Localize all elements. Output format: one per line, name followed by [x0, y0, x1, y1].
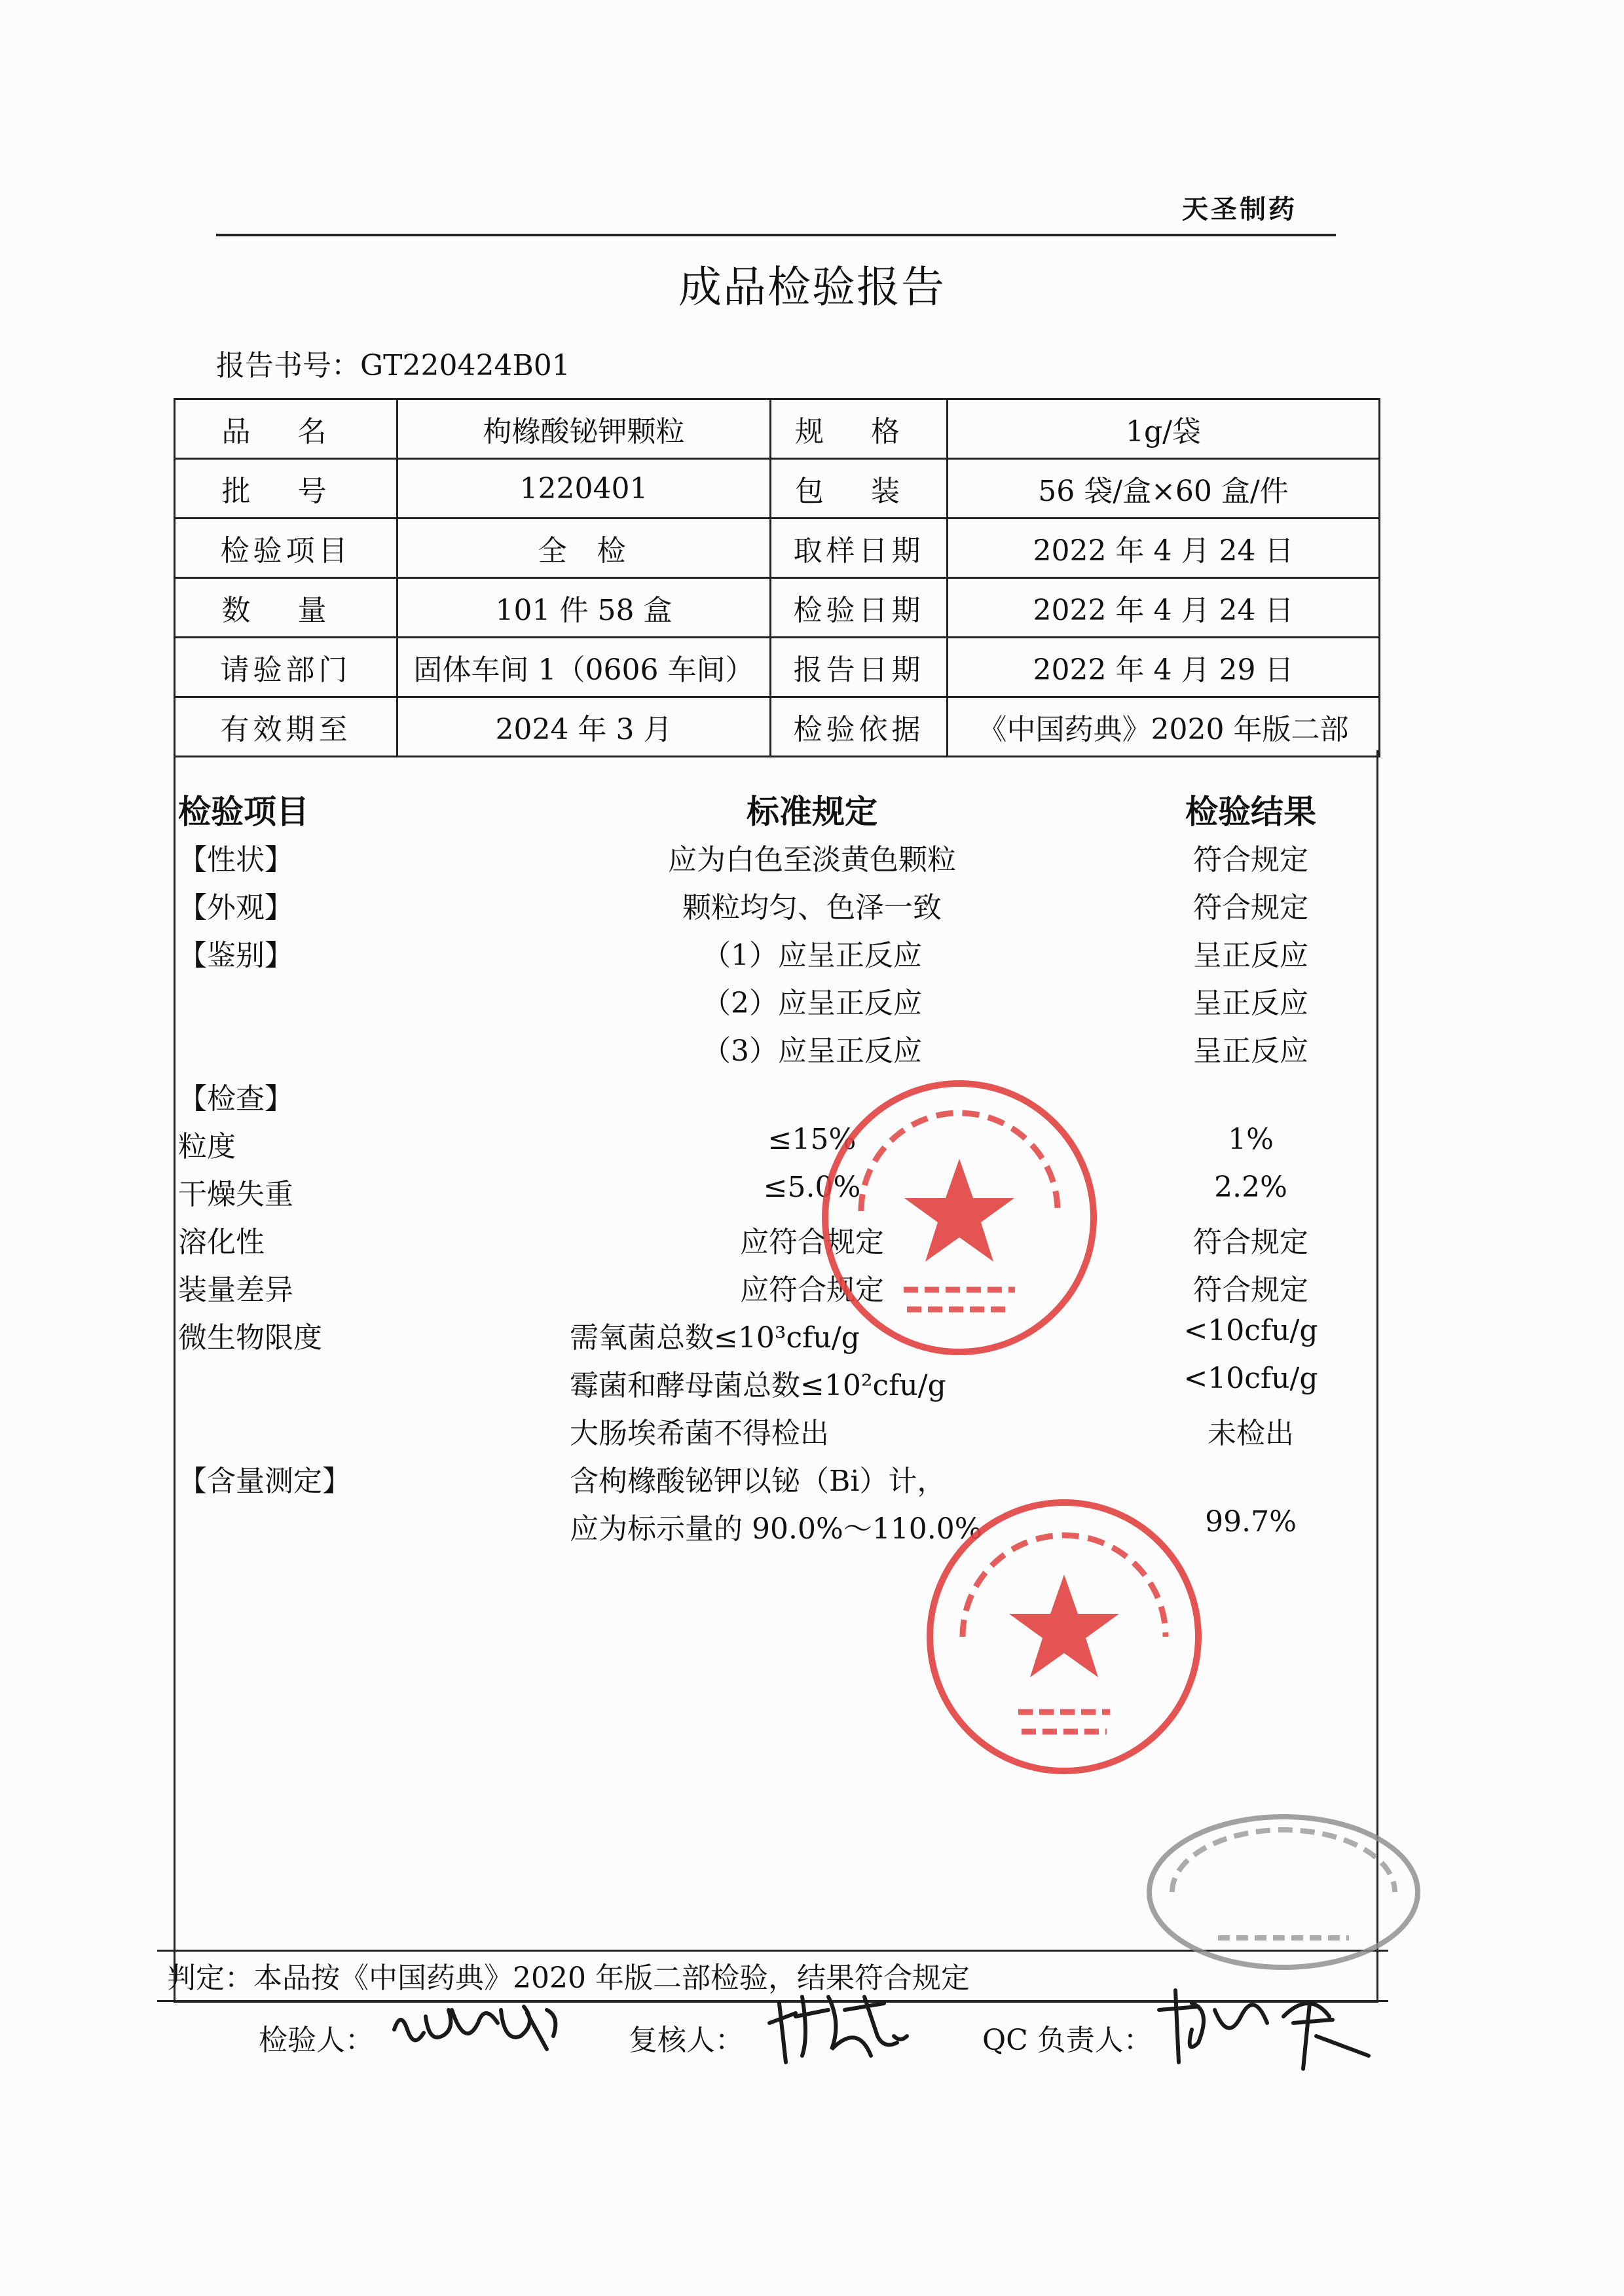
result-value: 呈正反应 — [1193, 1034, 1308, 1068]
result-standard: 需氧菌总数≤10³cfu/g — [570, 1321, 860, 1355]
header-rule — [216, 234, 1336, 236]
info-value: 1g/袋 — [948, 399, 1380, 459]
info-label: 检验依据 — [771, 697, 948, 757]
result-value: 2.2% — [1214, 1171, 1287, 1204]
result-standard: ≤5.0% — [763, 1171, 861, 1204]
result-value: 1% — [1228, 1123, 1274, 1156]
result-item: 【外观】 — [178, 891, 293, 924]
brand-logo-text: 天圣制药 — [1182, 194, 1297, 225]
info-label: 有效期至 — [175, 697, 397, 757]
qc-signature — [1153, 1977, 1375, 2075]
info-label: 品名 — [175, 399, 397, 459]
info-value: 2024 年 3 月 — [397, 697, 771, 757]
result-standard: 大肠埃希菌不得检出 — [570, 1417, 829, 1450]
info-row — [175, 399, 1380, 459]
info-value: 2022 年 4 月 29 日 — [948, 638, 1380, 697]
result-value: 符合规定 — [1193, 1226, 1308, 1259]
info-label: 取样日期 — [771, 519, 948, 578]
info-value: 《中国药典》2020 年版二部 — [948, 697, 1380, 757]
result-value: <10cfu/g — [1183, 1362, 1318, 1395]
info-label: 检验日期 — [771, 578, 948, 638]
result-value: 符合规定 — [1193, 891, 1308, 924]
result-item: 【含量测定】 — [178, 1465, 351, 1498]
report-number: 报告书号：GT220424B01 — [216, 349, 570, 382]
info-label: 批号 — [175, 459, 397, 519]
result-value: 符合规定 — [1193, 843, 1308, 877]
result-value: 符合规定 — [1193, 1273, 1308, 1307]
info-value: 1220401 — [397, 459, 771, 519]
result-item: 【鉴别】 — [178, 939, 293, 972]
result-item: 微生物限度 — [178, 1321, 322, 1355]
info-label: 报告日期 — [771, 638, 948, 697]
judgement-top-rule — [157, 1950, 1388, 1952]
info-row — [175, 519, 1380, 578]
info-value: 101 件 58 盒 — [397, 578, 771, 638]
result-standard: 应符合规定 — [740, 1226, 884, 1259]
judgement-text: 判定：本品按《中国药典》2020 年版二部检验，结果符合规定 — [167, 1961, 970, 1995]
info-label: 规格 — [771, 399, 948, 459]
results-header-item: 检验项目 — [178, 792, 309, 831]
result-value: 未检出 — [1208, 1417, 1294, 1450]
inspector-signature — [386, 1990, 583, 2062]
result-standard: 霉菌和酵母菌总数≤10²cfu/g — [570, 1369, 946, 1402]
result-item: 干燥失重 — [178, 1178, 293, 1211]
info-label: 包装 — [771, 459, 948, 519]
result-value: 99.7% — [1205, 1505, 1297, 1539]
result-standard: （2）应呈正反应 — [702, 987, 922, 1020]
reviewer-label: 复核人： — [629, 2024, 744, 2057]
result-standard: 颗粒均匀、色泽一致 — [682, 891, 942, 924]
results-header-result: 检验结果 — [1185, 792, 1316, 831]
result-item: 【检查】 — [178, 1082, 293, 1116]
result-standard: 应为标示量的 90.0%～110.0% — [570, 1512, 982, 1546]
info-value: 2022 年 4 月 24 日 — [948, 578, 1380, 638]
results-header-standard: 标准规定 — [747, 792, 877, 831]
info-row — [175, 638, 1380, 697]
result-item: 【性状】 — [178, 843, 293, 877]
info-value: 枸橼酸铋钾颗粒 — [397, 399, 771, 459]
info-value: 2022 年 4 月 24 日 — [948, 519, 1380, 578]
inspector-label: 检验人： — [259, 2024, 374, 2057]
info-label: 数量 — [175, 578, 397, 638]
result-standard: 应符合规定 — [740, 1273, 884, 1307]
result-standard: 应为白色至淡黄色颗粒 — [668, 843, 956, 877]
result-item: 溶化性 — [178, 1226, 265, 1259]
result-item: 装量差异 — [178, 1273, 293, 1307]
info-label: 请验部门 — [175, 638, 397, 697]
info-table — [174, 398, 1380, 757]
result-value: 呈正反应 — [1193, 987, 1308, 1020]
info-value: 全 检 — [397, 519, 771, 578]
result-item: 粒度 — [178, 1130, 236, 1163]
info-value: 56 袋/盒×60 盒/件 — [948, 459, 1380, 519]
info-label: 检验项目 — [175, 519, 397, 578]
result-value: 呈正反应 — [1193, 939, 1308, 972]
result-standard: ≤15% — [767, 1123, 857, 1156]
page-title: 成品检验报告 — [678, 262, 946, 312]
reviewer-signature — [766, 1977, 917, 2069]
result-standard: （3）应呈正反应 — [702, 1034, 922, 1068]
qc-label: QC 负责人： — [982, 2024, 1153, 2057]
result-standard: （1）应呈正反应 — [702, 939, 922, 972]
info-value: 固体车间 1（0606 车间） — [397, 638, 771, 697]
info-row — [175, 578, 1380, 638]
result-standard: 含枸橼酸铋钾以铋（Bi）计， — [570, 1465, 946, 1498]
info-row — [175, 697, 1380, 757]
info-row — [175, 459, 1380, 519]
result-value: <10cfu/g — [1183, 1314, 1318, 1347]
